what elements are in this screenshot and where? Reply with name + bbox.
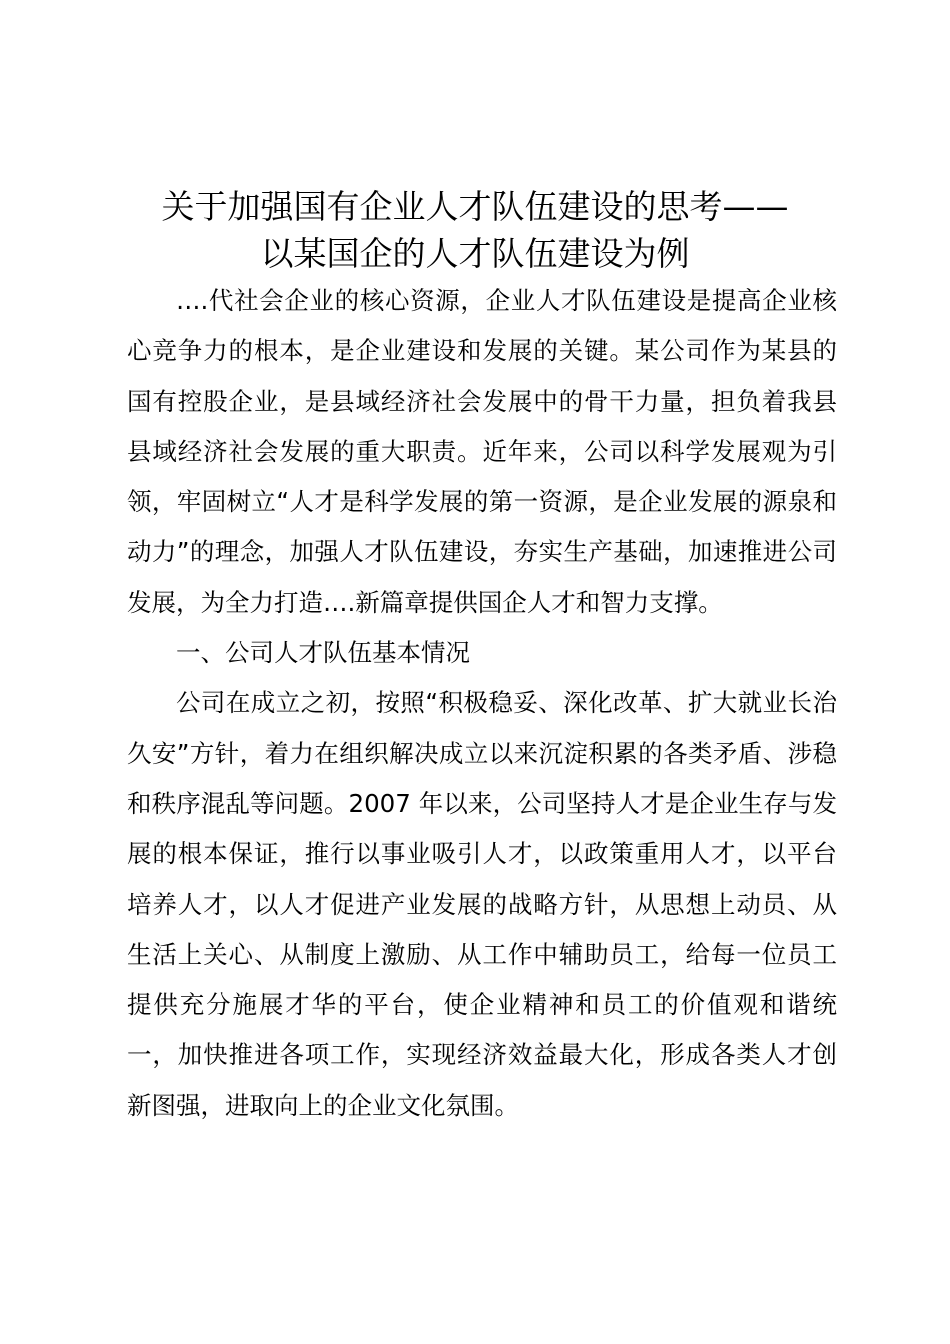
document-title-line-1: 关于加强国有企业人才队伍建设的思考—— xyxy=(161,187,789,226)
document-title-line-2: 以某国企的人才队伍建设为例 xyxy=(260,234,690,273)
body-paragraph: 公司在成立之初，按照“积极稳妥、深化改革、扩大就业长治久安”方针，着力在组织解决成立以来沉淀积累的各类矛盾、涉稳和秩序混乱等问题。2007 年以来，公司坚持人才是企业生存与发展的根本保证，推行以事业吸引人才，以政策重用人才，以平台培养人才，以人才促进产业发展的战略方针，从思想上动员、从生活上关心、从制度上激励、从工作中辅助员工，给每一位员工提供充分施展才华的平台，使企业精神和员工的价值观和谐统一，加快推进各项工作，实现经济效益最大化，形成各类人才创新图强，进取向上的企业文化氛围。 xyxy=(127,688,837,1120)
section-heading: 一、公司人才队伍基本情况 xyxy=(176,638,470,668)
document-body xyxy=(127,276,837,1131)
intro-paragraph: ….代社会企业的核心资源，企业人才队伍建设是提高企业核心竞争力的根本，是企业建设和发展的关键。某公司作为某县的国有控股企业，是县域经济社会发展中的骨干力量，担负着我县县域经济社会发展的重大职责。近年来，公司以科学发展观为引领，牢固树立“人才是科学发展的第一资源，是企业发展的源泉和动力”的理念，加强人才队伍建设，夯实生产基础，加速推进公司发展，为全力打造….新篇章提供国企人才和智力支撑。 xyxy=(127,286,837,617)
